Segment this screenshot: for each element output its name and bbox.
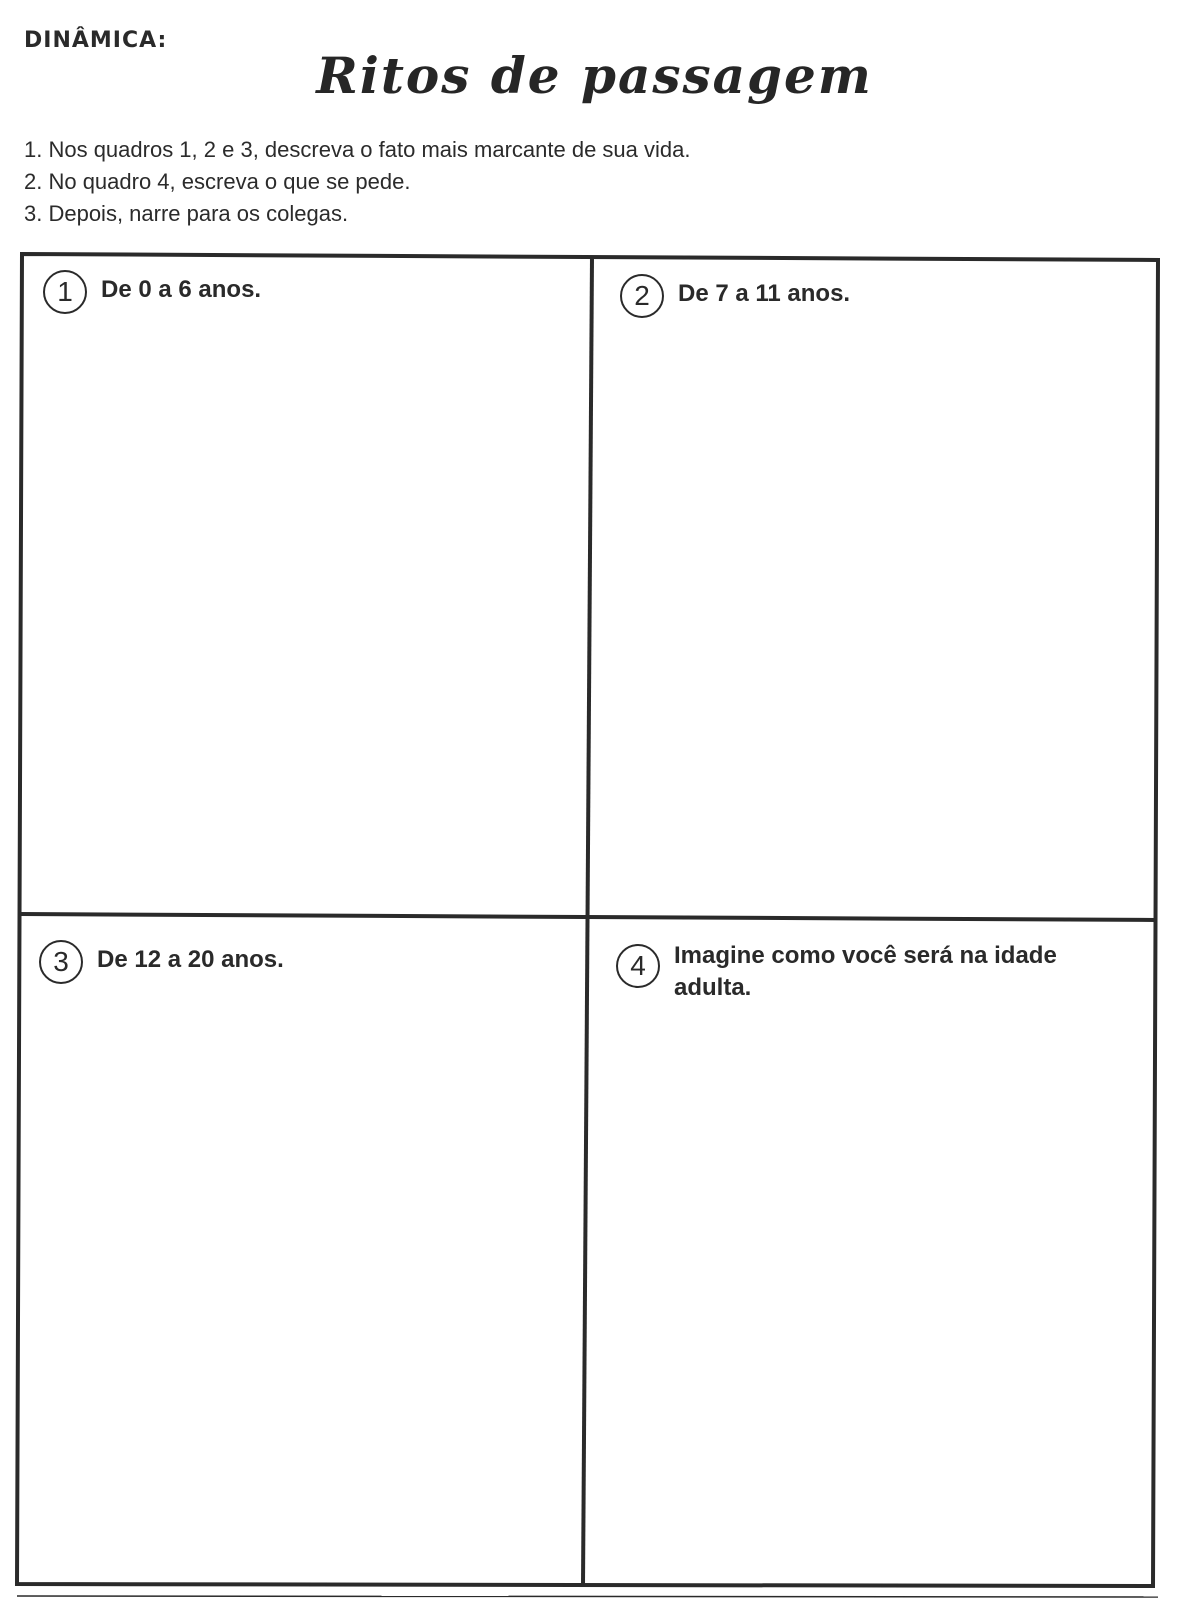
box-4-heading <box>616 944 1134 1004</box>
box-2-number-badge: 2 <box>620 274 664 318</box>
bottom-rule <box>17 1596 1158 1597</box>
instruction-item-1: 1. Nos quadros 1, 2 e 3, descreva o fato mais marcante de sua vida. <box>24 137 691 162</box>
grid-vertical-divider <box>583 257 592 1585</box>
box-3-number-badge: 3 <box>39 940 83 984</box>
box-3-heading <box>39 940 284 984</box>
box-2-title: De 7 a 11 anos. <box>678 280 851 307</box>
box-3-title: De 12 a 20 anos. <box>97 946 284 973</box>
box-4-number-badge: 4 <box>616 944 660 988</box>
box-1-heading <box>43 270 261 314</box>
box-1-number-badge: 1 <box>43 270 87 314</box>
box-1-title: De 0 a 6 anos. <box>101 276 262 303</box>
activity-label: DINÂMICA: <box>24 28 168 53</box>
box-2-heading <box>620 274 850 318</box>
box-4-title: Imagine como você será na idade adulta. <box>674 942 1057 1001</box>
instruction-item-2: 2. No quadro 4, escreva o que se pede. <box>24 169 411 194</box>
page-title: Ritos de passagem <box>316 46 873 105</box>
instruction-item-3: 3. Depois, narre para os colegas. <box>24 201 349 226</box>
